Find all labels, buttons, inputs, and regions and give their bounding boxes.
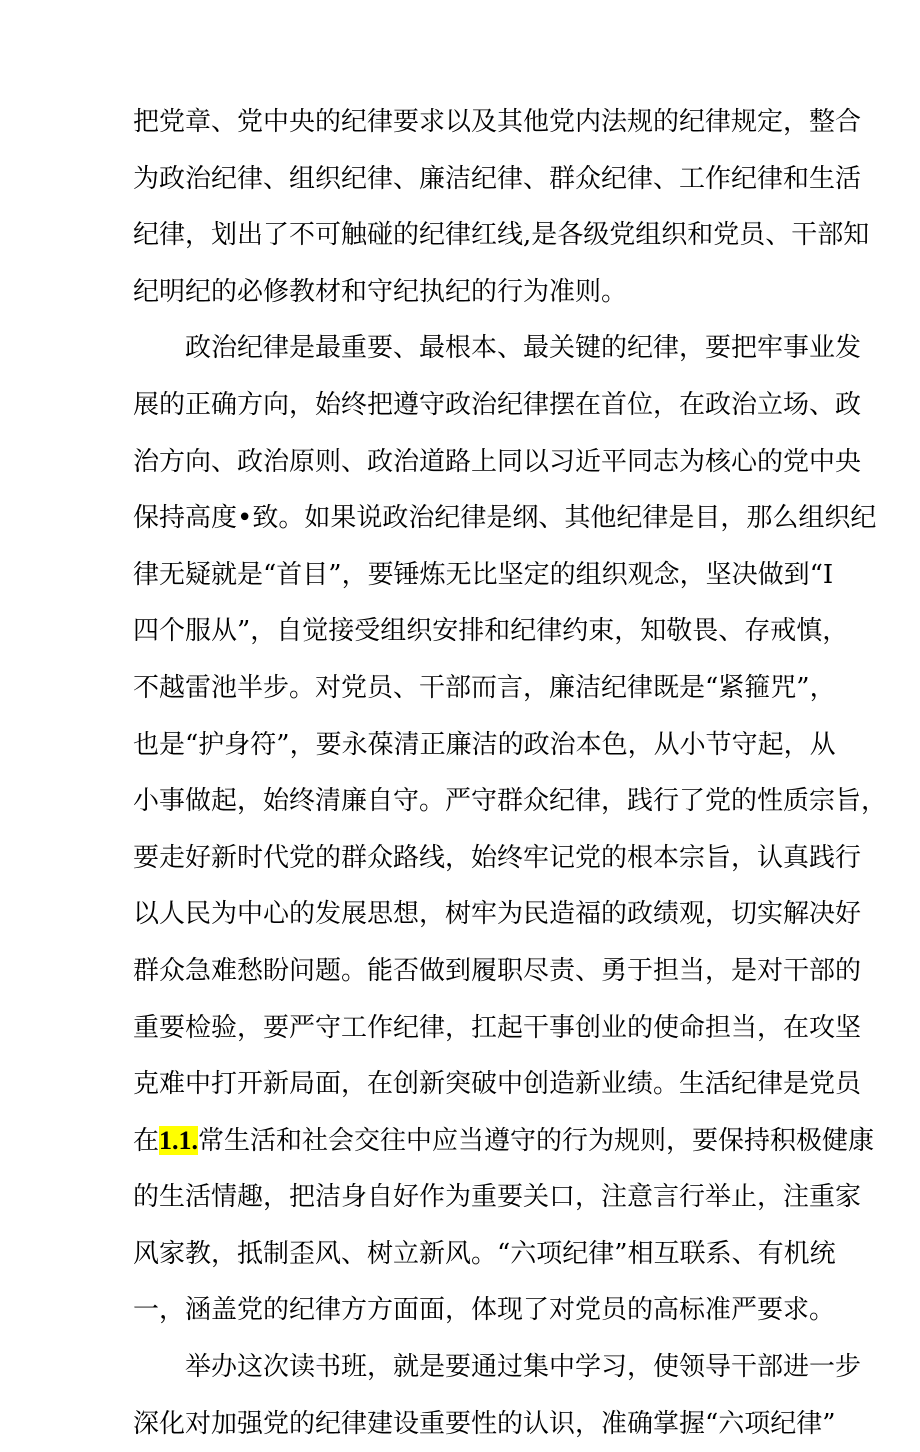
text-line-4: 纪明纪的必修教材和守纪执纪的行为准则。 bbox=[133, 276, 628, 307]
text-line-2: 为政治纪律、组织纪律、廉洁纪律、群众纪律、工作纪律和生活 bbox=[133, 163, 862, 194]
text-before-highlight: 在 bbox=[133, 1125, 160, 1156]
text-line-24: 深化对加强党的纪律建设重要性的认识，准确掌握“六项纪律” bbox=[133, 1408, 836, 1439]
text-line-7: 治方向、政治原则、政治道路上同以习近平同志为核心的党中央 bbox=[133, 446, 862, 477]
text-line-20: 的生活情趣，把洁身自好作为重要关口，注意言行举止，注重家 bbox=[133, 1182, 862, 1213]
text-line-16: 群众急难愁盼问题。能否做到履职尽责、勇于担当，是对干部的 bbox=[133, 955, 862, 986]
text-line-23: 举办这次读书班，就是要通过集中学习，使领导干部进一步 bbox=[185, 1352, 862, 1383]
text-line-9: 律无疑就是“首目”，要锤炼无比坚定的组织观念，坚决做到“I bbox=[133, 559, 834, 590]
text-line-8: 保持高度•致。如果说政治纪律是纲、其他纪律是目，那么组织纪 bbox=[133, 503, 877, 534]
text-line-3: 纪律，划出了不可触碰的纪律红线,是各级党组织和党员、干部知 bbox=[133, 220, 870, 251]
text-line-12: 也是“护身符”，要永葆清正廉洁的政治本色，从小节守起，从 bbox=[133, 729, 836, 760]
document-body bbox=[133, 94, 888, 1452]
text-line-1: 把党章、党中央的纪律要求以及其他党内法规的纪律规定，整合 bbox=[133, 107, 862, 137]
text-line-21: 风家教，抵制歪风、树立新风。“六项纪律”相互联系、有机统 bbox=[133, 1238, 836, 1269]
text-line-17: 重要检验，要严守工作纪律，扛起干事创业的使命担当，在攻坚 bbox=[133, 1012, 862, 1043]
text-line-22: 一，涵盖党的纪律方方面面，体现了对党员的高标准严要求。 bbox=[133, 1295, 836, 1326]
text-line-13: 小事做起，始终清廉自守。严守群众纪律，践行了党的性质宗旨， bbox=[133, 786, 888, 817]
text-line-11: 不越雷池半步。对党员、干部而言，廉洁纪律既是“紧箍咒”， bbox=[133, 672, 836, 703]
text-line-5: 政治纪律是最重要、最根本、最关键的纪律，要把牢事业发 bbox=[185, 333, 862, 364]
text-line-15: 以人民为中心的发展思想，树牢为民造福的政绩观，切实解决好 bbox=[133, 899, 862, 930]
text-line-18: 克难中打开新局面，在创新突破中创造新业绩。生活纪律是党员 bbox=[133, 1069, 862, 1100]
text-line-14: 要走好新时代党的群众路线，始终牢记党的根本宗旨，认真践行 bbox=[133, 842, 862, 873]
text-line-19 bbox=[133, 1113, 875, 1170]
text-line-10: 四个服从”，自觉接受组织安排和纪律约束，知敬畏、存戒慎， bbox=[133, 616, 849, 647]
text-line-6: 展的正确方向，始终把遵守政治纪律摆在首位，在政治立场、政 bbox=[133, 389, 862, 420]
text-after-highlight: 常生活和社会交往中应当遵守的行为规则，要保持积极健康 bbox=[198, 1125, 875, 1156]
highlighted-marker: 1.1. bbox=[159, 1125, 199, 1155]
